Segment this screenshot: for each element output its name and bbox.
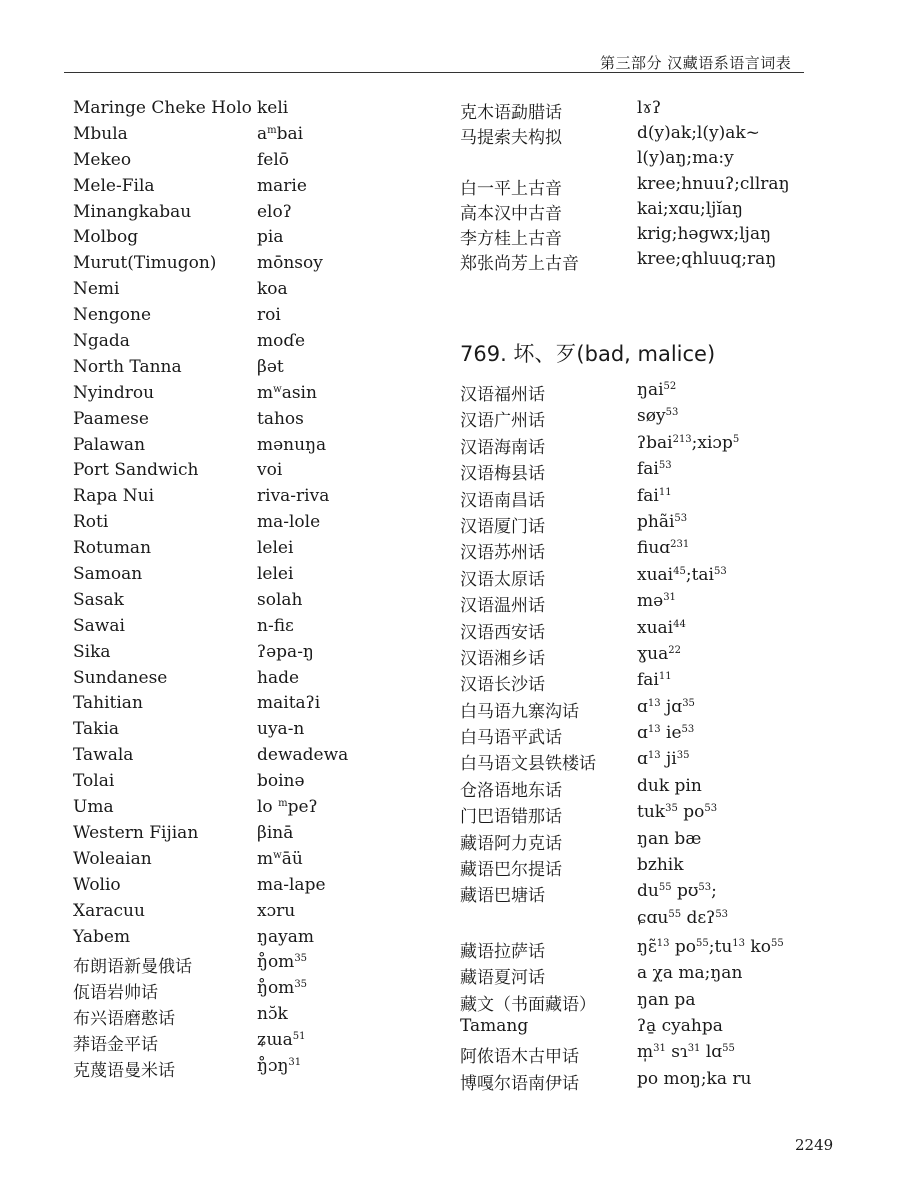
entry-row [73, 435, 413, 461]
language-name: 克蔑语曼米话 [73, 1060, 175, 1081]
word-form: βinā [257, 822, 294, 843]
language-name: 汉语梅县话 [460, 464, 545, 485]
word-form: mə$^{31}$ [637, 591, 676, 612]
language-name: Samoan [73, 564, 143, 585]
language-name: 郑张尚芳上古音 [460, 254, 579, 275]
language-name: 藏语阿力克话 [460, 833, 562, 854]
language-name: 藏文（书面藏语） [460, 994, 596, 1015]
word-form: eloʔ [257, 201, 292, 222]
language-name: 汉语厦门话 [460, 516, 545, 537]
word-form: m̩$^{31}$ sɿ$^{31}$ lɑ$^{55}$ [637, 1042, 735, 1063]
word-form: $a^mbai$ [257, 123, 304, 144]
word-form: ɑ$^{13}$ $ie^{53}$ [637, 723, 695, 744]
language-name: Nyindrou [73, 382, 155, 403]
entry-row [73, 305, 413, 331]
entry-row [73, 150, 413, 176]
entry-row [460, 380, 840, 406]
language-name: 高本汉中古音 [460, 203, 562, 224]
word-form: duk pin [637, 775, 702, 796]
word-form: lelei [257, 538, 294, 559]
language-name: 汉语湘乡话 [460, 648, 545, 669]
word-form: d(y)ak;l(y)ak~ [637, 123, 760, 144]
language-name: Sasak [73, 589, 124, 610]
right-top-entry-list [460, 98, 840, 274]
word-form: søy$^{53}$ [637, 406, 679, 427]
language-name: 白马语九寨沟话 [460, 701, 579, 722]
language-name: Sika [73, 641, 111, 662]
language-name: 门巴语错那话 [460, 807, 562, 828]
entry-row [460, 881, 840, 907]
word-form: kree;hnuuʔ;cllraŋ [637, 173, 790, 194]
entry-row [460, 1069, 840, 1095]
language-name: 博嘎尔语南伊话 [460, 1073, 579, 1094]
word-form: ɑ$^{13}$ $ji^{35}$ [637, 749, 690, 770]
entry-row [73, 1030, 413, 1056]
language-name: 汉语温州话 [460, 596, 545, 617]
language-name: 李方桂上古音 [460, 228, 562, 249]
language-name: 藏语巴塘话 [460, 886, 545, 907]
language-name: Molbog [73, 227, 139, 248]
entry-row [460, 697, 840, 723]
language-name: 白马语平武话 [460, 728, 562, 749]
entry-row [73, 176, 413, 202]
word-form: marie [257, 175, 307, 196]
entry-row [460, 963, 840, 989]
word-form: $du^{55}$ pʊ$^{53}$; [637, 881, 717, 902]
entry-row [460, 723, 840, 749]
word-form: moɗe [257, 331, 306, 352]
entry-row [73, 409, 413, 435]
language-name: Sawai [73, 615, 125, 636]
entry-row [460, 802, 840, 828]
language-name: Murut(Timugon) [73, 253, 217, 274]
entry-row [73, 538, 413, 564]
word-form: nɔ̆k [257, 1004, 288, 1025]
word-form: roi [257, 305, 281, 326]
word-form: ʑɯa$^{51}$ [257, 1030, 306, 1051]
word-form: maitaʔi [257, 693, 321, 714]
entry-row [73, 124, 413, 150]
word-form: $ŋ̊om^{35}$ [257, 952, 308, 973]
entry-row [460, 123, 840, 148]
entry-row [460, 644, 840, 670]
entry-row [73, 952, 413, 978]
entry-row [460, 199, 840, 224]
word-form: ɕɑu$^{55}$ dɛʔ$^{53}$ [637, 907, 729, 928]
language-name: 汉语海南话 [460, 437, 545, 458]
word-form: felō [257, 149, 290, 170]
entry-row [73, 357, 413, 383]
word-form: l(y)aŋ;ma:y [637, 148, 734, 169]
word-form: hade [257, 667, 300, 688]
word-form: ŋayam [257, 926, 314, 947]
language-name: Takia [73, 719, 120, 740]
header-rule [64, 72, 804, 73]
entry-row [460, 670, 840, 696]
word-form: xuai$^{44}$ [637, 617, 686, 638]
language-name: Yabem [73, 926, 131, 947]
entry-row [460, 591, 840, 617]
language-name: Paamese [73, 408, 149, 429]
entry-row [460, 937, 840, 963]
entry-row [460, 565, 840, 591]
word-form: bzhik [637, 855, 684, 876]
word-form: lɤʔ [637, 98, 662, 118]
language-name: 汉语长沙话 [460, 675, 545, 696]
word-form: pia [257, 227, 284, 248]
language-name: 汉语苏州话 [460, 543, 545, 564]
word-form: βət [257, 356, 284, 377]
entry-row [73, 512, 413, 538]
language-name: Mele-Fila [73, 175, 155, 196]
language-name: Sundanese [73, 667, 168, 688]
entry-row [73, 1056, 413, 1082]
word-form: lelei [257, 564, 294, 585]
word-form: ɣua$^{22}$ [637, 643, 682, 664]
language-name: 藏语巴尔提话 [460, 860, 562, 881]
entry-row [73, 823, 413, 849]
language-name: 布兴语磨憨话 [73, 1009, 175, 1030]
entry-row [460, 486, 840, 512]
language-name: North Tanna [73, 356, 182, 377]
word-form: ŋan bæ [637, 828, 702, 849]
entry-row [460, 749, 840, 775]
word-form: po moŋ;ka ru [637, 1068, 752, 1089]
word-form: tuk$^{35}$ $po^{53}$ [637, 802, 718, 823]
word-form: lo $^m$peʔ [257, 797, 318, 818]
language-name: Maringe Cheke Holo [73, 98, 252, 118]
entry-row [73, 978, 413, 1004]
entry-row [460, 829, 840, 855]
entry-row [73, 616, 413, 642]
language-name: 白一平上古音 [460, 178, 562, 199]
entry-row [73, 486, 413, 512]
language-name: Rapa Nui [73, 486, 155, 507]
entry-row [460, 776, 840, 802]
word-form: ʔa̱ cyahpa [637, 1015, 723, 1036]
word-form: phãi$^{53}$ [637, 511, 688, 532]
entry-row [73, 849, 413, 875]
language-name: Tahitian [73, 693, 143, 714]
word-form: ŋɛ̃$^{13}$ $po^{55};tu^{13}$ $ko^{55}$ [637, 936, 784, 957]
entry-row [73, 875, 413, 901]
language-name: Xaracuu [73, 900, 145, 921]
language-name: Mbula [73, 123, 128, 144]
word-form: fai$^{11}$ [637, 485, 672, 506]
word-form: $ŋ̊om^{35}$ [257, 978, 308, 999]
right-entry-list [460, 380, 840, 1095]
word-form: koa [257, 279, 288, 300]
word-form: uya-n [257, 719, 305, 740]
word-form: kree;qhluuq;raŋ [637, 249, 777, 270]
entry-row [460, 990, 840, 1016]
entry-row [73, 564, 413, 590]
language-name: 佤语岩帅话 [73, 983, 158, 1004]
entry-row [73, 202, 413, 228]
language-name: 莽语金平话 [73, 1035, 158, 1056]
word-form: dewadewa [257, 745, 349, 766]
word-form: ma-lape [257, 874, 326, 895]
entry-row [460, 538, 840, 564]
word-form: fiuɑ$^{231}$ [637, 538, 690, 559]
language-name: Tolai [73, 771, 115, 792]
running-header: 第三部分 汉藏语系语言词表 [600, 54, 792, 72]
language-name: Woleaian [73, 848, 152, 869]
entry-row [460, 908, 840, 937]
language-name: 汉语南昌话 [460, 490, 545, 511]
entry-row [73, 460, 413, 486]
word-form: ʔbai$^{213}$;xiɔp$^5$ [637, 432, 740, 453]
entry-row [73, 927, 413, 953]
language-name: 藏语夏河话 [460, 968, 545, 989]
entry-row [73, 771, 413, 797]
language-name: Rotuman [73, 538, 152, 559]
language-name: Tawala [73, 745, 134, 766]
entry-row [460, 618, 840, 644]
word-form: mōnsoy [257, 253, 323, 274]
word-form: solah [257, 589, 303, 610]
entry-row [73, 693, 413, 719]
entry-row [460, 1042, 840, 1068]
section-heading: 769. 坏、歹(bad, malice) [460, 342, 716, 366]
word-form: ma-lole [257, 512, 321, 533]
word-form: fai$^{11}$ [637, 670, 672, 691]
entry-row [460, 224, 840, 249]
language-name: 汉语广州话 [460, 411, 545, 432]
entry-row [460, 148, 840, 173]
entry-row [73, 745, 413, 771]
language-name: 仓洛语地东话 [460, 780, 562, 801]
word-form: ʔəpa-ŋ [257, 641, 314, 662]
entry-row [73, 279, 413, 305]
left-entry-list [73, 98, 413, 1082]
language-name: 布朗语新曼俄话 [73, 957, 192, 978]
word-form: ɑ$^{13}$ jɑ$^{35}$ [637, 696, 695, 717]
language-name: Wolio [73, 874, 121, 895]
entry-row [73, 383, 413, 409]
language-name: 汉语太原话 [460, 569, 545, 590]
word-form: $m^wasin$ [257, 382, 317, 403]
word-form: ŋ̊ɔŋ$^{31}$ [257, 1055, 302, 1076]
language-name: Mekeo [73, 149, 132, 170]
entry-row [73, 901, 413, 927]
language-name: Port Sandwich [73, 460, 199, 481]
language-name: 克木语勐腊话 [460, 103, 562, 123]
entry-row [73, 797, 413, 823]
word-form: ŋai$^{52}$ [637, 380, 677, 400]
word-form: krig;həgwx;ljaŋ [637, 223, 772, 244]
entry-row [73, 253, 413, 279]
entry-row [460, 512, 840, 538]
language-name: 藏语拉萨话 [460, 941, 545, 962]
language-name: 汉语福州话 [460, 385, 545, 405]
language-name: 汉语西安话 [460, 622, 545, 643]
entry-row [460, 459, 840, 485]
language-name: Ngada [73, 331, 130, 352]
entry-row [460, 855, 840, 881]
entry-row [73, 642, 413, 668]
entry-row [73, 1004, 413, 1030]
entry-row [73, 590, 413, 616]
word-form: n-fiɛ [257, 615, 294, 636]
word-form: keli [257, 98, 289, 118]
word-form: mənuŋa [257, 434, 327, 455]
word-form: kai;xɑu;ljĭaŋ [637, 198, 743, 219]
language-name: Minangkabau [73, 201, 192, 222]
language-name: Nengone [73, 305, 152, 326]
entry-row [73, 331, 413, 357]
word-form: a χa ma;ŋan [637, 963, 743, 984]
language-name: Palawan [73, 434, 146, 455]
language-name: 马提索夫构拟 [460, 128, 562, 149]
word-form: riva-riva [257, 486, 330, 507]
word-form: voi [257, 460, 283, 481]
word-form: xɔru [257, 900, 296, 921]
entry-row [73, 227, 413, 253]
word-form: $m^wāü$ [257, 848, 303, 869]
language-name: Nemi [73, 279, 120, 300]
word-form: tahos [257, 408, 304, 429]
language-name: Uma [73, 797, 114, 818]
entry-row [73, 98, 413, 124]
word-form: fai$^{53}$ [637, 459, 672, 480]
entry-row [460, 174, 840, 199]
language-name: 白马语文县铁楼话 [460, 754, 596, 775]
word-form: boinə [257, 771, 305, 792]
entry-row [460, 433, 840, 459]
entry-row [460, 98, 840, 123]
word-form: xuai$^{45}$;tai$^{53}$ [637, 564, 727, 585]
language-name: 阿侬语木古甲话 [460, 1047, 579, 1068]
page-number: 2249 [795, 1136, 834, 1154]
entry-row [73, 719, 413, 745]
language-name: Tamang [460, 1015, 529, 1036]
word-form: ŋan pa [637, 989, 696, 1010]
language-name: Western Fijian [73, 822, 199, 843]
entry-row [460, 406, 840, 432]
entry-row [460, 1016, 840, 1042]
entry-row [73, 668, 413, 694]
language-name: Roti [73, 512, 109, 533]
entry-row [460, 249, 840, 274]
